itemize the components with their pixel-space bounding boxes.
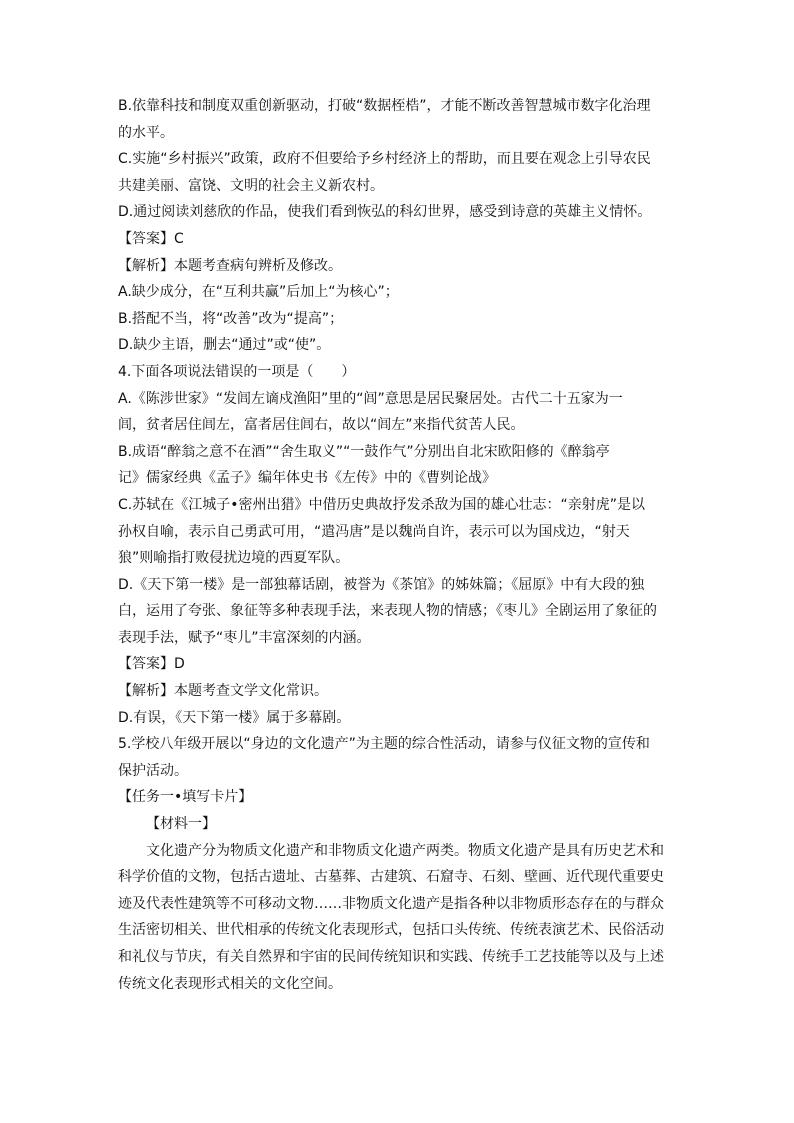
q4-analysis-label: 【解析】本题考查文学文化常识。 bbox=[118, 683, 328, 700]
material-one-line-1: 文化遗产分为物质文化遗产和非物质文化遗产两类。物质文化遗产是具有历史艺术和 bbox=[146, 842, 664, 859]
material-one-line-2: 科学价值的文物，包括古遗址、古墓葬、古建筑、石窟寺、石刻、壁画、近代现代重要史 bbox=[118, 869, 664, 886]
option-b-line-1: B.依靠科技和制度双重创新驱动，打破“数据桎梏”，才能不断改善智慧城市数字化治理 bbox=[118, 98, 651, 114]
material-one-line-3: 迹及代表性建筑等不可移动文物……非物质文化遗产是指各种以非物质形态存在的与群众 bbox=[118, 895, 664, 912]
analysis-d: D.缺少主语，删去“通过”或“使”。 bbox=[118, 337, 331, 354]
q4-option-c-line-3: 狼”则喻指打败侵扰边境的西夏军队。 bbox=[118, 550, 350, 567]
question-4-stem: 4.下面各项说法错误的一项是（ ） bbox=[118, 363, 356, 380]
q4-option-a-line-1: A.《陈涉世家》“发闾左谪戍渔阳”里的“闾”意思是居民聚居处。古代二十五家为一 bbox=[118, 390, 623, 407]
option-c-line-2: 共建美丽、富饶、文明的社会主义新农村。 bbox=[118, 177, 384, 194]
question-5-stem-line-1: 5.学校八年级开展以“身边的文化遗产”为主题的综合性活动，请参与仪征文物的宣传和 bbox=[118, 736, 650, 753]
material-one-line-5: 和礼仪与节庆，有关自然界和宇宙的民间传统知识和实践、传统手工艺技能等以及与上述 bbox=[118, 949, 664, 965]
document-body bbox=[118, 93, 678, 997]
analysis-a: A.缺少成分，在“互利共赢”后加上“为核心”； bbox=[118, 284, 399, 301]
q4-option-c-line-2: 孙权自喻，表示自己勇武可用，“遣冯唐”是以魏尚自许，表示可以为国戍边，“射天 bbox=[118, 523, 630, 540]
task-one-heading: 【任务一•填写卡片】 bbox=[118, 789, 253, 806]
q4-answer-label: 【答案】D bbox=[118, 656, 185, 673]
material-one-line-4: 生活密切相关、世代相承的传统文化表现形式，包括口头传统、传统表演艺术、民俗活动 bbox=[118, 922, 664, 939]
option-d-line: D.通过阅读刘慈欣的作品，使我们看到恢弘的科幻世界，感受到诗意的英雄主义情怀。 bbox=[118, 204, 652, 221]
option-b-line-2: 的水平。 bbox=[118, 124, 174, 141]
q4-option-b-line-1: B.成语“醉翁之意不在酒”“舍生取义”“一鼓作气”分别出自北宋欧阳修的《醉翁亭 bbox=[118, 443, 610, 460]
q4-analysis-d: D.有误，《天下第一楼》属于多幕剧。 bbox=[118, 709, 351, 726]
analysis-label: 【解析】本题考查病句辨析及修改。 bbox=[118, 257, 342, 274]
q4-option-d-line-3: 表现手法，赋予“枣儿”丰富深刻的内涵。 bbox=[118, 629, 371, 646]
material-one-heading: 【材料一】 bbox=[146, 816, 216, 833]
q4-option-a-line-2: 闾，贫者居住闾左，富者居住闾右，故以“闾左”来指代贫苦人民。 bbox=[118, 417, 525, 434]
option-c-line-1: C.实施“乡村振兴”政策，政府不但要给予乡村经济上的帮助，而且要在观念上引导农民 bbox=[118, 151, 651, 168]
answer-label: 【答案】C bbox=[118, 230, 184, 247]
q4-option-d-line-2: 白，运用了夸张、象征等多种表现手法，来表现人物的情感；《枣儿》全剧运用了象征的 bbox=[118, 603, 657, 620]
material-one-line-6: 传统文化表现形式相关的文化空间。 bbox=[118, 975, 342, 992]
q4-option-d-line-1: D.《天下第一楼》是一部独幕话剧，被誉为《茶馆》的姊妹篇；《屈原》中有大段的独 bbox=[118, 576, 645, 593]
analysis-b: B.搭配不当，将“改善”改为“提高”； bbox=[118, 310, 344, 327]
question-5-stem-line-2: 保护活动。 bbox=[118, 762, 188, 779]
q4-option-b-line-2: 记》儒家经典《孟子》编年体史书《左传》中的《曹刿论战》 bbox=[118, 470, 496, 487]
q4-option-c-line-1: C.苏轼在《江城子•密州出猎》中借历史典故抒发杀敌为国的雄心壮志：“亲射虎”是以 bbox=[118, 496, 645, 513]
